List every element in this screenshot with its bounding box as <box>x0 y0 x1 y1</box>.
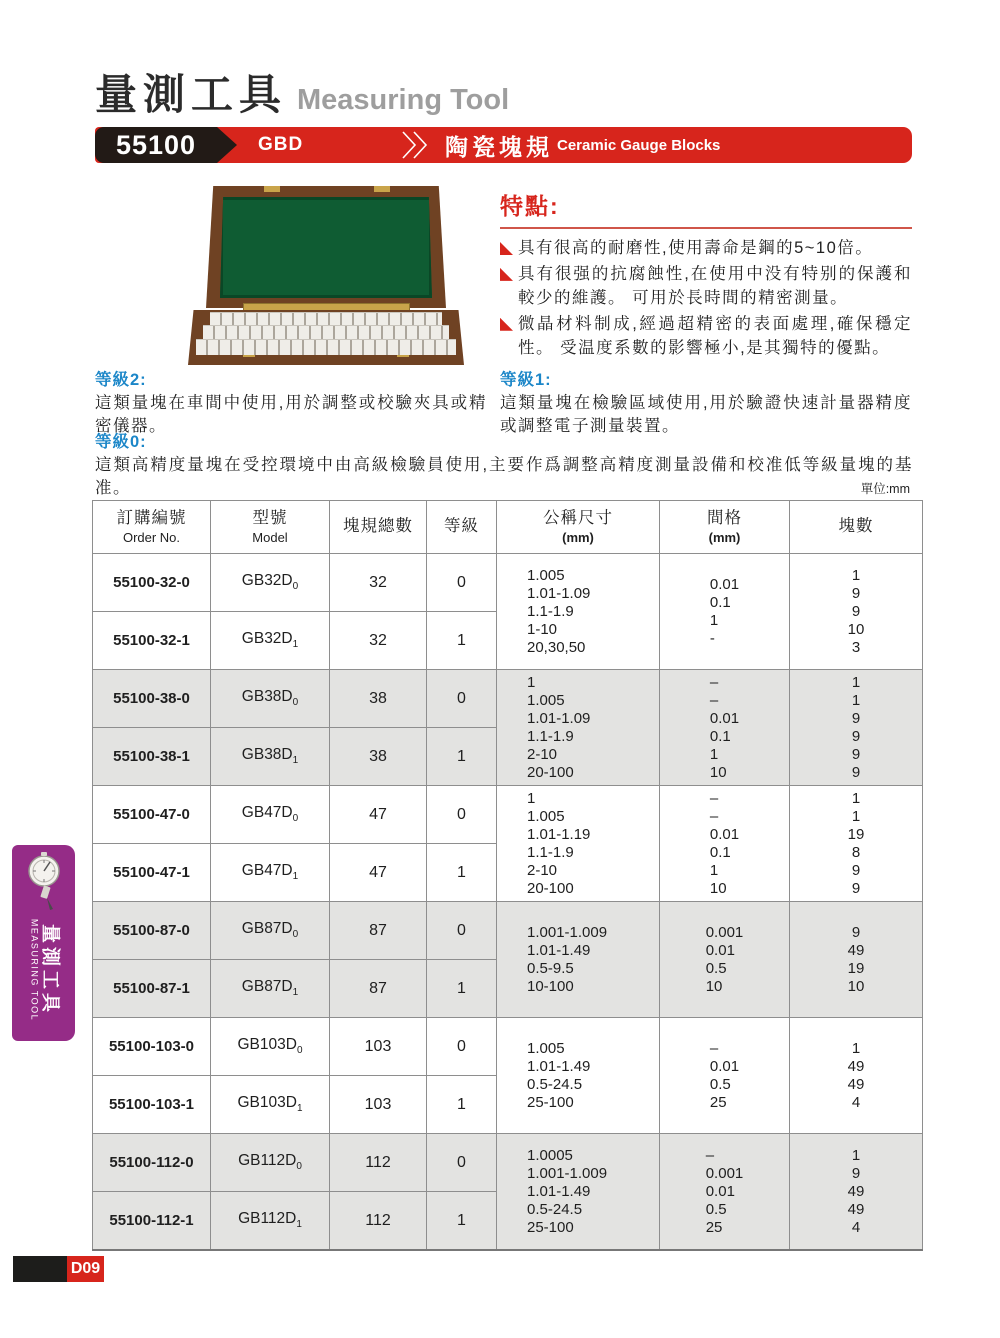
product-code-tag <box>95 127 217 163</box>
triangle-bullet-icon <box>500 242 513 255</box>
order-no-cell: 55100-32-1 <box>93 612 211 670</box>
total-blocks-cell: 38 <box>330 728 427 786</box>
feature-item <box>500 313 912 361</box>
grade-cell: 0 <box>427 670 497 728</box>
hinge-icon <box>374 186 390 192</box>
triangle-bullet-icon <box>500 318 513 331</box>
total-blocks-cell: 87 <box>330 960 427 1018</box>
col-header-model: 型號 Model <box>211 501 330 554</box>
nominal-size-cell: 1.005 1.01-1.09 1.1-1.9 1-10 20,30,50 <box>497 554 660 670</box>
step-cell: – – 0.01 0.1 1 10 <box>660 670 790 786</box>
col-header-grade: 等級 <box>427 501 497 554</box>
total-blocks-cell: 87 <box>330 902 427 960</box>
pcs-cell: 1 9 9 10 3 <box>790 554 923 670</box>
grade-2-note <box>95 366 487 438</box>
hinge-icon <box>264 186 280 192</box>
sidebar-label-en: MEASURING TOOL <box>29 918 39 1022</box>
total-blocks-cell: 47 <box>330 786 427 844</box>
model-cell: $GB38D_0$ <box>211 670 330 728</box>
model-cell: $GB112D_1$ <box>211 1192 330 1251</box>
nominal-size-cell: 1.0005 1.001-1.009 1.01-1.49 0.5-24.5 25-100 <box>497 1134 660 1251</box>
model-cell: $GB112D_0$ <box>211 1134 330 1192</box>
grade-cell: 1 <box>427 844 497 902</box>
grade-cell: 1 <box>427 728 497 786</box>
table-header-row <box>93 501 923 554</box>
feature-text: 具有很强的抗腐蝕性,在使用中没有特别的保護和較少的維護。 可用於長時間的精密測量。 <box>518 264 912 307</box>
order-no-cell: 55100-38-0 <box>93 670 211 728</box>
grade-cell: 0 <box>427 902 497 960</box>
grade-1-body: 這類量塊在檢驗區域使用,用於驗證快速計量器精度或調整電子測量裝置。 <box>500 394 912 435</box>
table-row <box>93 902 923 960</box>
col-header-step: 間格 (mm) <box>660 501 790 554</box>
order-no-cell: 55100-47-1 <box>93 844 211 902</box>
step-cell: – – 0.01 0.1 1 10 <box>660 786 790 902</box>
case-lid <box>206 186 446 308</box>
sidebar-tab <box>12 845 75 1041</box>
order-no-cell: 55100-103-0 <box>93 1018 211 1076</box>
model-cell: $GB87D_1$ <box>211 960 330 1018</box>
nominal-size-cell: 1.001-1.009 1.01-1.49 0.5-9.5 10-100 <box>497 902 660 1018</box>
col-header-pcs: 塊數 <box>790 501 923 554</box>
grade-1-note <box>500 366 912 438</box>
feature-text: 具有很高的耐磨性,使用壽命是鋼的5~10倍。 <box>518 239 874 257</box>
grade-cell: 1 <box>427 1192 497 1251</box>
step-cell: – 0.001 0.01 0.5 25 <box>660 1134 790 1251</box>
model-cell: $GB103D_0$ <box>211 1018 330 1076</box>
double-chevron-icon <box>400 131 430 164</box>
order-no-cell: 55100-87-1 <box>93 960 211 1018</box>
grade-2-body: 這類量塊在車間中使用,用於調整或校驗夾具或精密儀器。 <box>95 394 487 435</box>
model-cell: $GB38D_1$ <box>211 728 330 786</box>
total-blocks-cell: 112 <box>330 1192 427 1251</box>
triangle-bullet-icon <box>500 268 513 281</box>
gauge-blocks-row <box>203 325 449 340</box>
spec-table-body <box>93 554 923 1251</box>
total-blocks-cell: 38 <box>330 670 427 728</box>
step-cell: 0.01 0.1 1 - <box>660 554 790 670</box>
grade-cell: 1 <box>427 612 497 670</box>
order-no-cell: 55100-32-0 <box>93 554 211 612</box>
total-blocks-cell: 103 <box>330 1076 427 1134</box>
table-row <box>93 554 923 612</box>
model-cell: $GB32D_1$ <box>211 612 330 670</box>
features-section <box>500 188 912 363</box>
nominal-size-cell: 1 1.005 1.01-1.19 1.1-1.9 2-10 20-100 <box>497 786 660 902</box>
feature-item <box>500 237 912 261</box>
table-row <box>93 1134 923 1192</box>
product-name-en: Ceramic Gauge Blocks <box>557 137 721 154</box>
total-blocks-cell: 32 <box>330 612 427 670</box>
grade-cell: 0 <box>427 786 497 844</box>
total-blocks-cell: 103 <box>330 1018 427 1076</box>
product-code: 55100 <box>115 129 197 160</box>
sidebar-label <box>28 919 59 1021</box>
col-header-nominal: 公稱尺寸 (mm) <box>497 501 660 554</box>
pcs-cell: 1 49 49 4 <box>790 1018 923 1134</box>
grade-cell: 0 <box>427 1018 497 1076</box>
table-row <box>93 786 923 844</box>
pcs-cell: 1 1 19 8 9 9 <box>790 786 923 902</box>
feature-text: 微晶材料制成,經過超精密的表面處理,確保穩定性。 受温度系數的影響極小,是其獨特的優點。 <box>518 314 912 357</box>
product-banner <box>95 127 912 163</box>
col-header-order: 訂購編號 Order No. <box>93 501 211 554</box>
page-title <box>95 62 509 122</box>
feature-item <box>500 263 912 311</box>
order-no-cell: 55100-103-1 <box>93 1076 211 1134</box>
total-blocks-cell: 47 <box>330 844 427 902</box>
gauge-blocks-row <box>210 312 442 326</box>
grade-0-body: 這類高精度量塊在受控環境中由高級檢驗員使用,主要作爲調整高精度測量設備和校准低等級量塊的基准。 <box>95 456 913 497</box>
grade-0-heading: 等級0: <box>95 433 147 451</box>
page-title-zh: 量測工具 <box>95 71 288 118</box>
page-number: D09 <box>67 1256 104 1282</box>
dial-indicator-icon <box>23 851 65 915</box>
product-name-zh: 陶瓷塊規 <box>445 133 553 160</box>
grade-2-heading: 等級2: <box>95 371 147 389</box>
grade-1-heading: 等級1: <box>500 371 552 389</box>
grade-cell: 0 <box>427 1134 497 1192</box>
total-blocks-cell: 32 <box>330 554 427 612</box>
step-cell: – 0.01 0.5 25 <box>660 1018 790 1134</box>
order-no-cell: 55100-112-0 <box>93 1134 211 1192</box>
sidebar-label-zh: 量測工具 <box>39 923 60 1016</box>
pcs-cell: 1 1 9 9 9 9 <box>790 670 923 786</box>
order-no-cell: 55100-87-0 <box>93 902 211 960</box>
model-cell: $GB32D_0$ <box>211 554 330 612</box>
pcs-cell: 1 9 49 49 4 <box>790 1134 923 1251</box>
grade-cell: 1 <box>427 1076 497 1134</box>
nominal-size-cell: 1 1.005 1.01-1.09 1.1-1.9 2-10 20-100 <box>497 670 660 786</box>
model-cell: $GB47D_1$ <box>211 844 330 902</box>
col-header-total: 塊規總數 <box>330 501 427 554</box>
order-no-cell: 55100-112-1 <box>93 1192 211 1251</box>
order-no-cell: 55100-47-0 <box>93 786 211 844</box>
page-marker-bar <box>13 1256 67 1282</box>
step-cell: 0.001 0.01 0.5 10 <box>660 902 790 1018</box>
pcs-cell: 9 49 19 10 <box>790 902 923 1018</box>
model-cell: $GB47D_0$ <box>211 786 330 844</box>
series-label: GBD <box>258 134 304 155</box>
model-cell: $GB87D_0$ <box>211 902 330 960</box>
page-title-en: Measuring Tool <box>297 84 510 116</box>
spec-table <box>92 500 923 1251</box>
features-heading: 特點: <box>500 188 912 229</box>
model-cell: $GB103D_1$ <box>211 1076 330 1134</box>
table-row <box>93 670 923 728</box>
gauge-block-case-photo <box>148 182 483 374</box>
gauge-blocks-row <box>196 339 456 355</box>
case-lid-felt <box>220 197 432 298</box>
grade-cell: 1 <box>427 960 497 1018</box>
order-no-cell: 55100-38-1 <box>93 728 211 786</box>
table-row <box>93 1018 923 1076</box>
grade-cell: 0 <box>427 554 497 612</box>
nominal-size-cell: 1.005 1.01-1.49 0.5-24.5 25-100 <box>497 1018 660 1134</box>
total-blocks-cell: 112 <box>330 1134 427 1192</box>
unit-label: 單位:mm <box>860 482 910 496</box>
